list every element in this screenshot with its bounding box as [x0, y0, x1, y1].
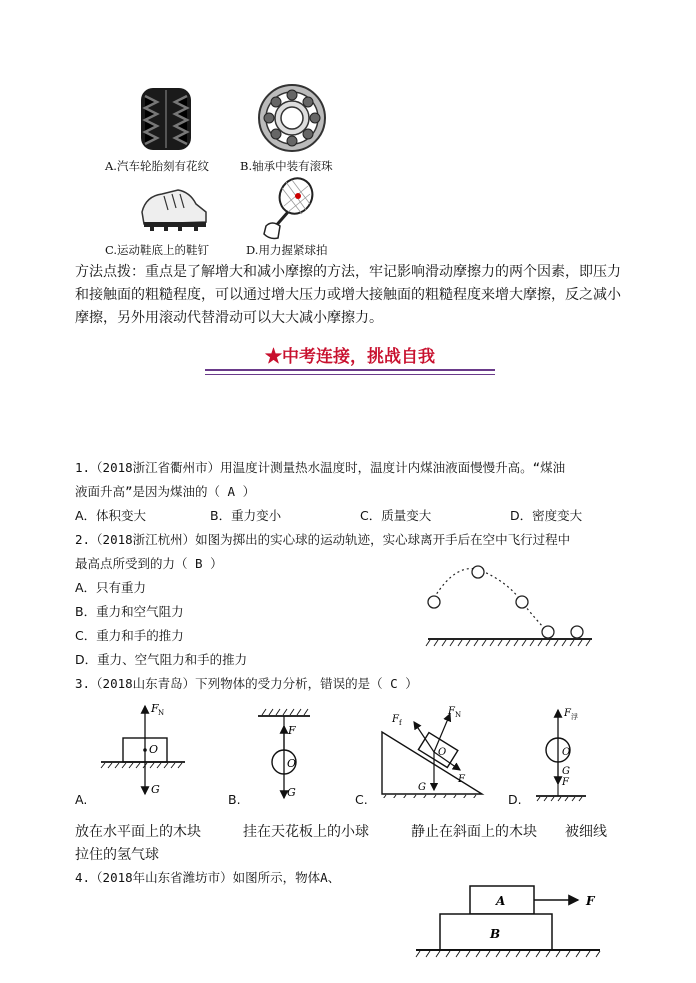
method-line-1: 方法点拨：重点是了解增大和减小摩擦的方法，牢记影响滑动摩擦力的两个因素，即压力 — [75, 264, 621, 280]
option-b-caption: B.轴承中装有滚珠 — [240, 159, 333, 173]
fig-d-fu-sub: 浮 — [571, 713, 578, 721]
q1-option-d: D．密度变大 — [510, 508, 583, 523]
fig-d-g-label: G — [562, 766, 570, 777]
q3-desc-line-1: 放在水平面上的木块 挂在天花板上的小球 静止在斜面上的木块 被细线 — [75, 824, 607, 840]
method-line-3: 摩擦，另外用滚动代替滑动可以大大减小摩擦力。 — [75, 310, 383, 326]
option-d-caption: D.用力握紧球拍 — [246, 243, 328, 257]
q4-line-1: 4.（2018年山东省潍坊市）如图所示，物体A、 — [75, 870, 341, 885]
q2-option-b: B．重力和空气阻力 — [75, 604, 184, 619]
q1-line-1: 1.（2018浙江省衢州市）用温度计测量热水温度时，温度计内煤油液面慢慢升高。“煤油 — [75, 460, 566, 475]
fig-d-o-label: O — [562, 747, 571, 758]
q2-option-c: C．重力和手的推力 — [75, 628, 184, 643]
q1-option-b: B．重力变小 — [210, 508, 282, 523]
fig-b-g-label: G — [287, 786, 296, 799]
banner-rule-bottom — [205, 374, 495, 375]
fig-q4-block-a-label: A — [496, 894, 506, 908]
fig-d-f-label: F — [562, 777, 569, 788]
q3-label-c: C. — [355, 792, 368, 807]
fig-c-ff-label: F — [392, 714, 399, 725]
trajectory-figure — [420, 560, 600, 650]
fig-stacked-blocks — [410, 880, 610, 962]
fig-b-f-label: F — [288, 724, 296, 737]
fig-c-ff-sub: f — [399, 719, 402, 727]
option-c-caption: C.运动鞋底上的鞋钉 — [105, 243, 210, 257]
fig-a-o-label: O — [149, 743, 159, 756]
fig-c-fn-label: F — [448, 706, 455, 717]
banner-rule-top — [205, 369, 495, 371]
fig-c-f-label: F — [458, 774, 465, 785]
q1-option-c: C．质量变大 — [360, 508, 432, 523]
q3-line-1: 3.（2018山东青岛）下列物体的受力分析，错误的是（ C ） — [75, 676, 418, 691]
racket-image — [256, 176, 316, 242]
fig-a-fn-label: F — [151, 702, 159, 715]
q2-line-1: 2.（2018浙江杭州）如图为掷出的实心球的运动轨迹，实心球离开手后在空中飞行过程中 — [75, 532, 571, 547]
q3-label-b: B. — [228, 792, 241, 807]
fig-c-o-label: O — [438, 747, 447, 758]
fig-a-g-label: G — [151, 783, 160, 796]
fig-c-g-label: G — [418, 782, 426, 793]
q1-option-a: A．体积变大 — [75, 508, 147, 523]
section-banner: ★中考连接，挑战自我 — [265, 347, 435, 367]
tire-image — [135, 84, 197, 154]
fig-b-o-label: O — [287, 757, 297, 770]
q1-line-2: 液面升高”是因为煤油的（ A ） — [75, 484, 256, 499]
shoe-image — [138, 182, 210, 234]
fig-q4-force-label: F — [586, 894, 595, 908]
fig-hanging-ball — [250, 706, 315, 802]
fig-a-fn-sub: N — [158, 709, 165, 717]
q3-label-d: D. — [508, 792, 522, 807]
fig-q4-block-b-label: B — [490, 927, 501, 941]
option-a-caption: A.汽车轮胎刻有花纹 — [105, 159, 209, 173]
fig-block-on-incline — [378, 702, 490, 798]
q2-option-d: D．重力、空气阻力和手的推力 — [75, 652, 248, 667]
q2-option-a: A．只有重力 — [75, 580, 147, 595]
fig-c-fn-sub: N — [455, 711, 462, 719]
q2-line-2: 最高点所受到的力（ B ） — [75, 556, 223, 571]
fig-balloon-on-string — [530, 702, 600, 802]
bearing-image — [256, 82, 328, 154]
fig-block-on-floor — [95, 698, 190, 798]
fig-d-ffu-label: F — [564, 708, 571, 719]
q3-label-a: A. — [75, 792, 88, 807]
q3-desc-line-2: 拉住的氢气球 — [75, 847, 159, 863]
method-line-2: 和接触面的粗糙程度，可以通过增大压力或增大接触面的粗糙程度来增大摩擦，反之减小 — [75, 287, 621, 303]
